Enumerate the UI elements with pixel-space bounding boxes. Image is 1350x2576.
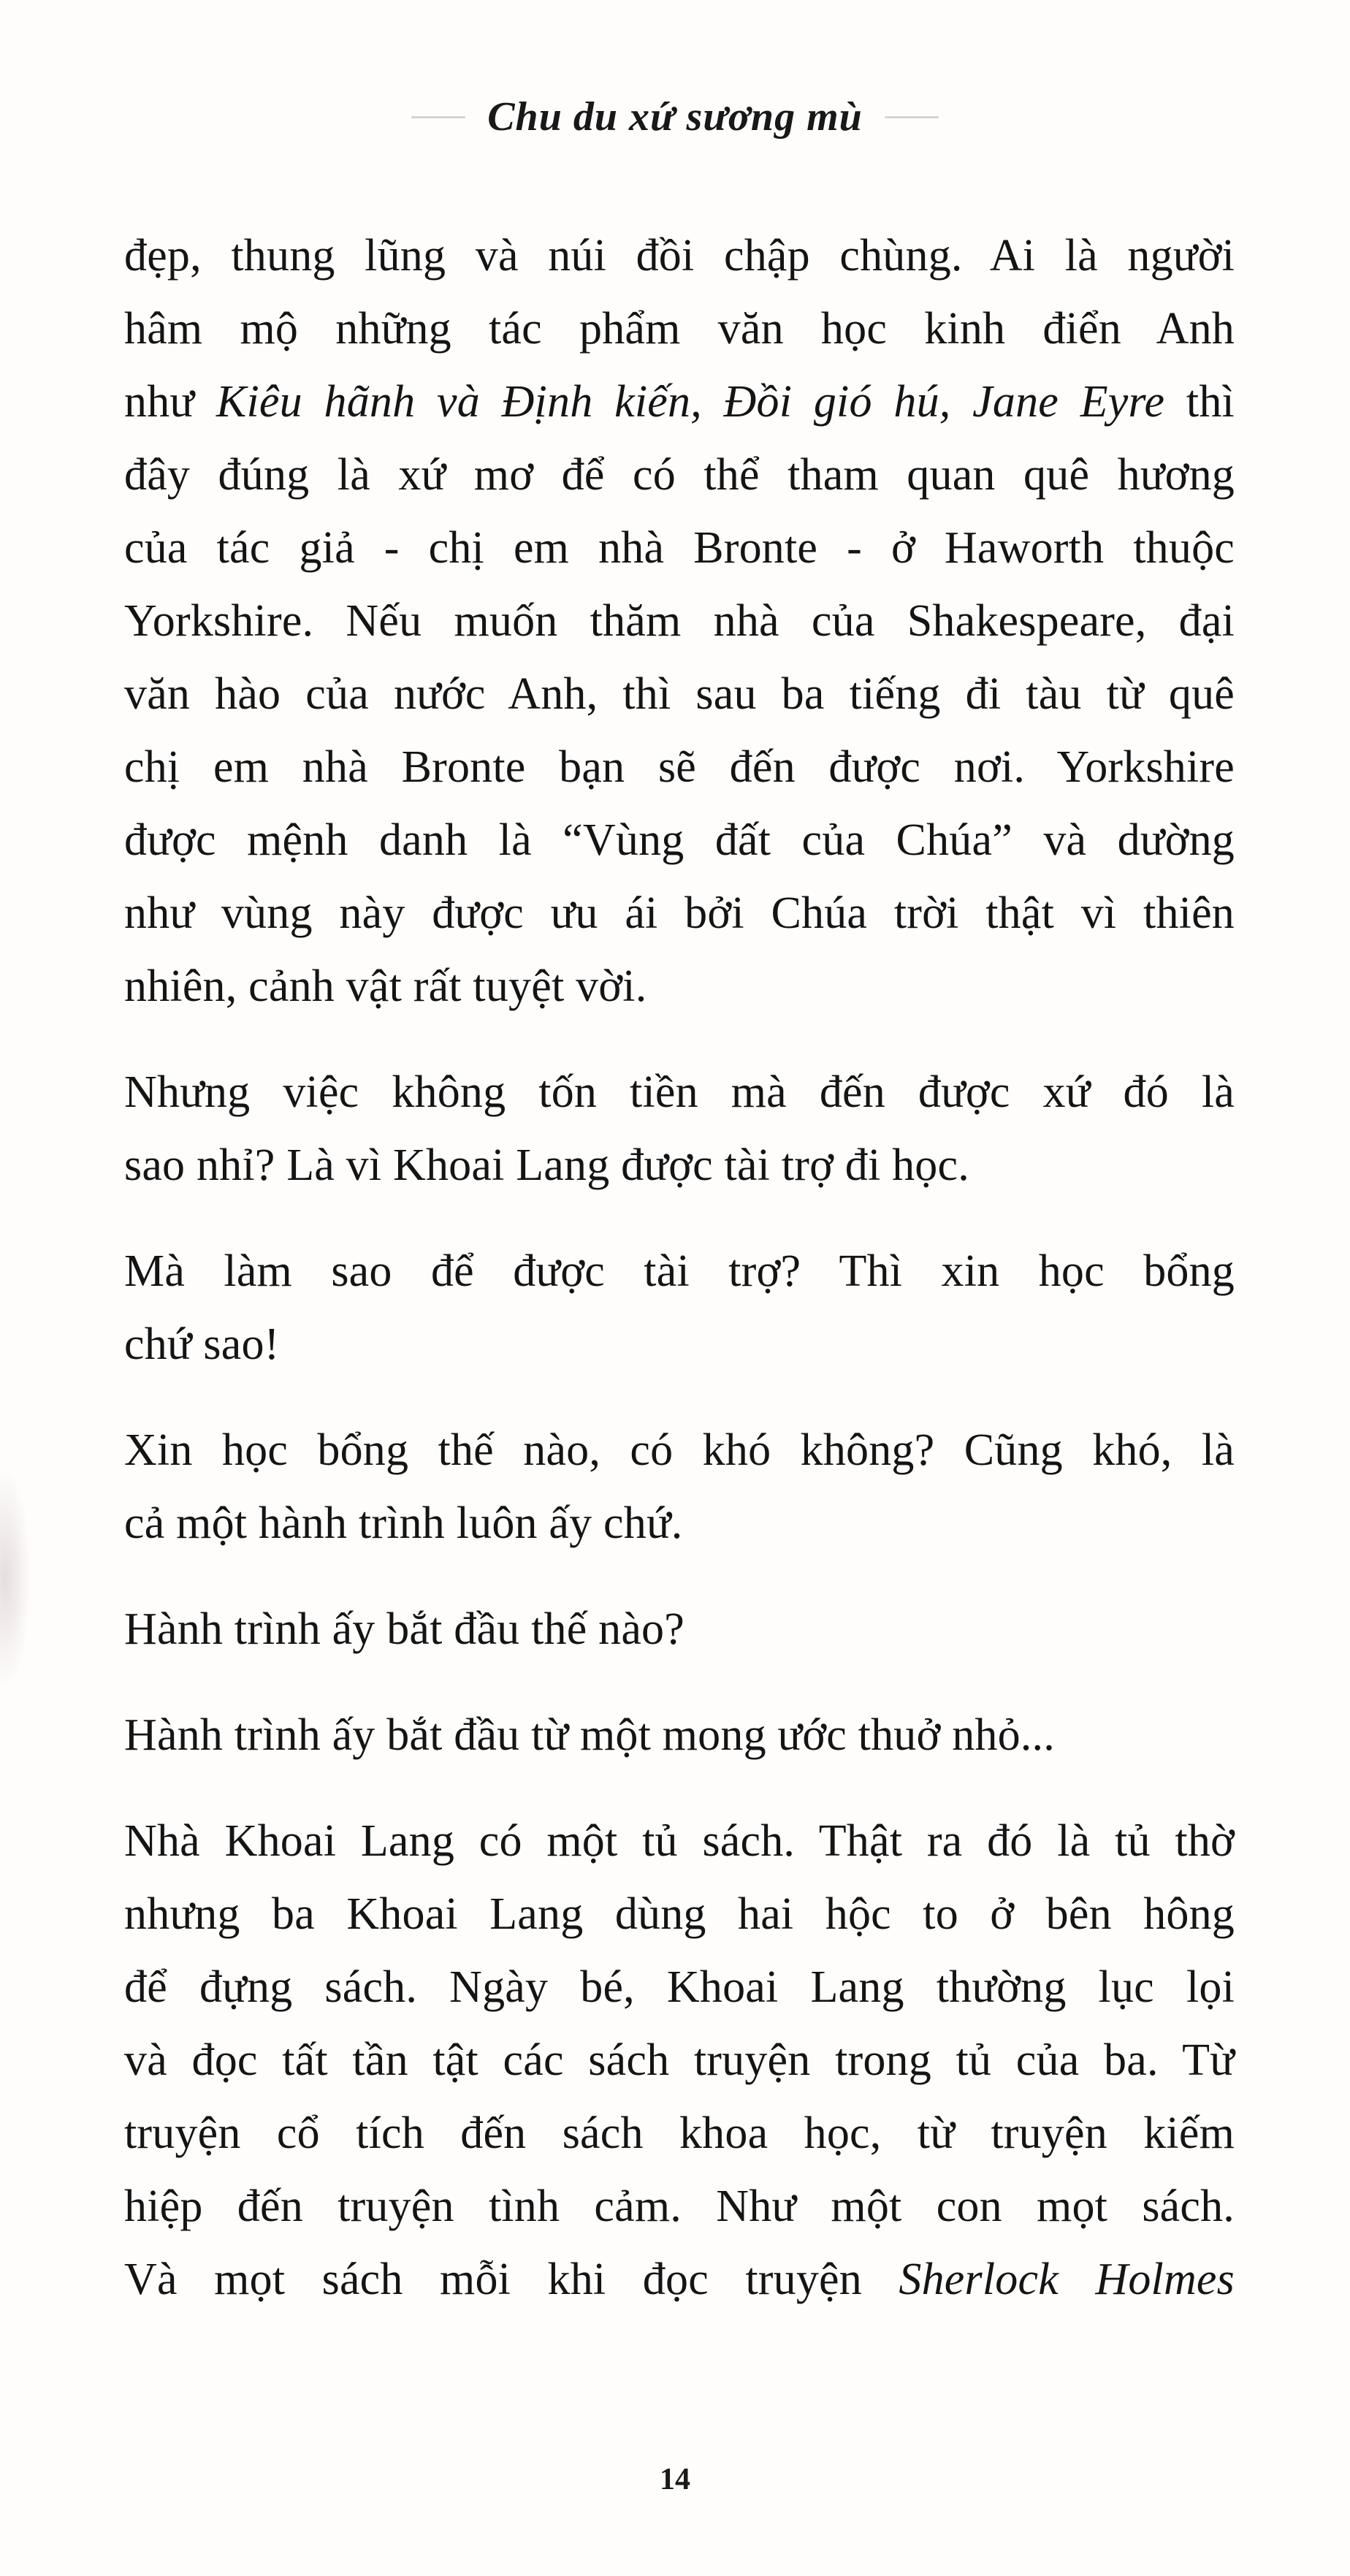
text-line: [124, 1414, 1235, 1487]
text-line: [124, 1056, 1235, 1129]
text-segment: Và mọt sách mỗi khi đọc truyện: [124, 2255, 899, 2304]
text-line: [124, 1235, 1235, 1308]
text-segment: Xin học bổng thế nào, có khó không? Cũng khó, là: [124, 1425, 1235, 1475]
text-segment: để đựng sách. Ngày bé, Khoai Lang thường lục lọi: [124, 1962, 1235, 2012]
text-segment: truyện cổ tích đến sách khoa học, từ truyện kiếm: [124, 2108, 1235, 2158]
text-line: [124, 219, 1235, 292]
body-text: [124, 219, 1235, 2316]
text-segment: nhiên, cảnh vật rất tuyệt vời.: [124, 961, 647, 1011]
text-segment: chị em nhà Bronte bạn sẽ đến được nơi. Yorkshire: [124, 742, 1235, 792]
text-segment: thì: [1164, 377, 1235, 427]
text-segment: cả một hành trình luôn ấy chứ.: [124, 1498, 683, 1548]
italic-book-title: Kiêu hãnh và Định kiến, Đồi gió hú, Jane Eyre: [216, 377, 1165, 427]
text-segment: đẹp, thung lũng và núi đồi chập chùng. Ai là người: [124, 231, 1235, 281]
text-segment: Yorkshire. Nếu muốn thăm nhà của Shakespeare, đại: [124, 596, 1235, 646]
text-line: [124, 511, 1235, 584]
text-line: [124, 1487, 1235, 1560]
text-segment: được mệnh danh là “Vùng đất của Chúa” và dường: [124, 815, 1235, 865]
running-header-title: Chu du xứ sương mù: [487, 94, 863, 140]
text-segment: như: [124, 377, 216, 427]
text-segment: như vùng này được ưu ái bởi Chúa trời thật vì thiên: [124, 888, 1235, 938]
text-line: [124, 2097, 1235, 2170]
text-line: [124, 1951, 1235, 2024]
paragraph: [124, 1593, 1235, 1666]
text-segment: Nhưng việc không tốn tiền mà đến được xứ đó là: [124, 1067, 1235, 1117]
text-line: [124, 1308, 1235, 1381]
page-gutter-shadow: [0, 1468, 31, 1688]
text-line: [124, 365, 1235, 438]
text-segment: nhưng ba Khoai Lang dùng hai hộc to ở bên hông: [124, 1889, 1235, 1939]
paragraph: [124, 219, 1235, 1023]
page-footer: [0, 2462, 1350, 2497]
paragraph: [124, 1805, 1235, 2316]
text-line: [124, 2170, 1235, 2243]
text-line: [124, 292, 1235, 365]
page-number: 14: [660, 2463, 690, 2496]
text-line: [124, 1878, 1235, 1951]
italic-book-title: Sherlock Holmes: [899, 2255, 1235, 2304]
text-segment: Hành trình ấy bắt đầu thế nào?: [124, 1604, 684, 1654]
text-line: [124, 1129, 1235, 1202]
paragraph: [124, 1056, 1235, 1202]
header-rule-left: [411, 116, 465, 118]
text-line: [124, 2024, 1235, 2097]
text-segment: đây đúng là xứ mơ để có thể tham quan quê hương: [124, 450, 1235, 500]
text-line: [124, 1805, 1235, 1878]
text-line: [124, 658, 1235, 731]
text-segment: Hành trình ấy bắt đầu từ một mong ước thuở nhỏ...: [124, 1710, 1055, 1760]
running-header: [0, 94, 1350, 140]
text-line: [124, 2243, 1235, 2316]
text-line: [124, 731, 1235, 804]
text-segment: văn hào của nước Anh, thì sau ba tiếng đi tàu từ quê: [124, 669, 1235, 719]
paragraph: [124, 1699, 1235, 1772]
text-segment: hiệp đến truyện tình cảm. Như một con mọt sách.: [124, 2181, 1235, 2231]
text-segment: Mà làm sao để được tài trợ? Thì xin học bổng: [124, 1246, 1235, 1296]
text-line: [124, 1593, 1235, 1666]
text-line: [124, 804, 1235, 877]
text-line: [124, 877, 1235, 950]
text-segment: và đọc tất tần tật các sách truyện trong tủ của ba. Từ: [124, 2035, 1235, 2085]
header-rule-right: [885, 116, 939, 118]
text-line: [124, 584, 1235, 658]
paragraph: [124, 1235, 1235, 1381]
text-line: [124, 438, 1235, 511]
text-segment: chứ sao!: [124, 1319, 280, 1369]
text-segment: sao nhỉ? Là vì Khoai Lang được tài trợ đi học.: [124, 1140, 969, 1190]
text-segment: hâm mộ những tác phẩm văn học kinh điển Anh: [124, 304, 1235, 354]
text-line: [124, 1699, 1235, 1772]
text-line: [124, 950, 1235, 1023]
text-segment: Nhà Khoai Lang có một tủ sách. Thật ra đó là tủ thờ: [124, 1816, 1235, 1866]
paragraph: [124, 1414, 1235, 1560]
text-segment: của tác giả - chị em nhà Bronte - ở Haworth thuộc: [124, 523, 1235, 573]
